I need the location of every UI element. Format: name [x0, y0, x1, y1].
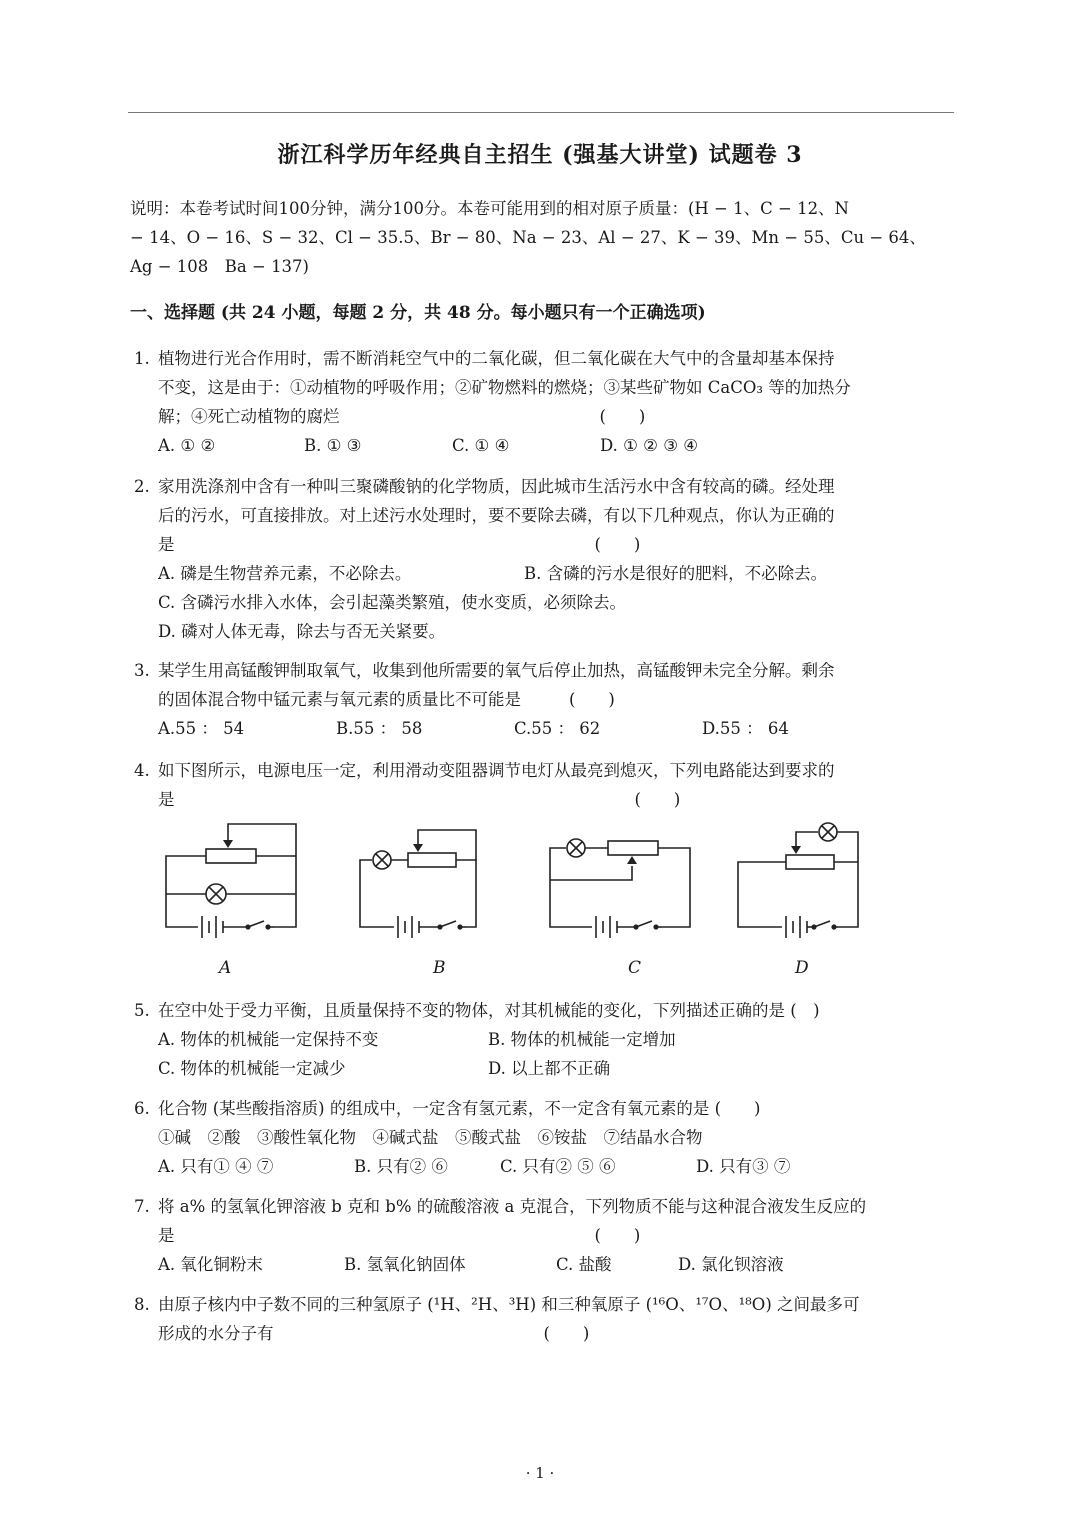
question-text: 化合物 (某些酸指溶质) 的组成中，一定含有氢元素，不一定含有氧元素的是 ( ): [158, 1099, 761, 1118]
circuit-diagrams: [150, 816, 870, 986]
question-7: [130, 1192, 956, 1279]
option-b: B. ① ③: [304, 436, 362, 455]
question-number: 2.: [134, 477, 150, 496]
circuit-label-d: D: [795, 958, 809, 978]
question-text: ①碱 ②酸 ③酸性氧化物 ④碱式盐 ⑤酸式盐 ⑥铵盐 ⑦结晶水合物: [158, 1128, 703, 1147]
question-text: 不变，这是由于：①动植物的呼吸作用；②矿物燃料的燃烧；③某些矿物如 CaCO₃ 等的加热分: [158, 378, 851, 397]
question-number: 4.: [134, 761, 150, 780]
question-number: 5.: [134, 1001, 150, 1020]
option-d: D. 只有③ ⑦: [696, 1157, 791, 1176]
top-rule: [128, 112, 954, 113]
circuit-c: [544, 816, 704, 946]
slider-arrow-icon: [223, 840, 233, 848]
circuit-a: [150, 816, 310, 946]
option-c: C. 物体的机械能一定减少: [158, 1059, 346, 1078]
question-text: 家用洗涤剂中含有一种叫三聚磷酸钠的化学物质，因此城市生活污水中含有较高的磷。经处理: [158, 477, 835, 496]
answer-blank: ( ): [594, 1226, 641, 1245]
question-5: [130, 996, 956, 1083]
exam-instructions: [130, 194, 956, 281]
circuit-label-c: C: [628, 958, 642, 978]
circuit-b: [346, 816, 506, 946]
option-a: A. 氧化铜粉末: [158, 1255, 263, 1274]
slider-arrow-icon: [791, 846, 801, 854]
answer-blank: ( ): [634, 790, 681, 809]
answer-blank: ( ): [599, 407, 646, 426]
option-d: D. 以上都不正确: [488, 1059, 611, 1078]
question-number: 1.: [134, 349, 150, 368]
page-number: · 1 ·: [525, 1464, 555, 1482]
answer-blank: ( ): [569, 690, 615, 709]
option-b: B. 物体的机械能一定增加: [488, 1030, 676, 1049]
question-text: 在空中处于受力平衡，且质量保持不变的物体，对其机械能的变化，下列描述正确的是 ( ): [158, 1001, 820, 1020]
circuit-d: [734, 816, 894, 946]
question-text: 由原子核内中子数不同的三种氢原子 (¹H、²H、³H) 和三种氧原子 (¹⁶O、¹⁷O、¹⁸O) 之间最多可: [158, 1295, 860, 1314]
section-heading: 一、选择题 (共 24 小题，每题 2 分，共 48 分。每小题只有一个正确选项): [130, 303, 706, 323]
question-4: [130, 756, 956, 814]
question-text: 的固体混合物中锰元素与氧元素的质量比不可能是: [158, 690, 521, 709]
option-a: A. 物体的机械能一定保持不变: [158, 1030, 379, 1049]
circuit-label-b: B: [433, 958, 446, 978]
option-b: B. 只有② ⑥: [354, 1157, 448, 1176]
answer-blank: ( ): [543, 1324, 590, 1343]
question-3: [130, 656, 956, 743]
option-a: A. 磷是生物营养元素，不必除去。: [158, 564, 412, 583]
option-b: B. 含磷的污水是很好的肥料，不必除去。: [524, 564, 828, 583]
option-b: B.55 ： 58: [336, 719, 423, 738]
instructions-line: Ag − 108 Ba − 137): [130, 257, 309, 276]
question-text: 是: [158, 790, 175, 809]
option-c: C. 只有② ⑤ ⑥: [500, 1157, 616, 1176]
option-d: D. 氯化钡溶液: [678, 1255, 784, 1274]
question-text: 如下图所示，电源电压一定，利用滑动变阻器调节电灯从最亮到熄灭，下列电路能达到要求的: [158, 761, 835, 780]
question-1: [130, 344, 956, 460]
option-a: A. 只有① ④ ⑦: [158, 1157, 274, 1176]
option-c: C.55 ： 62: [514, 719, 601, 738]
question-text: 是: [158, 535, 175, 554]
option-c: C. 含磷污水排入水体，会引起藻类繁殖，使水变质，必须除去。: [158, 593, 627, 612]
option-d: D.55 ： 64: [702, 719, 789, 738]
page-title: 浙江科学历年经典自主招生 (强基大讲堂) 试题卷 3: [277, 142, 803, 168]
option-b: B. 氢氧化钠固体: [344, 1255, 466, 1274]
circuit-label-a: A: [219, 958, 232, 978]
question-2: [130, 472, 956, 646]
option-a: A.55 ： 54: [158, 719, 245, 738]
question-text: 解；④死亡动植物的腐烂: [158, 407, 340, 426]
question-text: 后的污水，可直接排放。对上述污水处理时，要不要除去磷，有以下几种观点，你认为正确的: [158, 506, 835, 525]
answer-blank: ( ): [594, 535, 641, 554]
question-6: [130, 1094, 956, 1181]
slider-arrow-icon: [413, 844, 423, 852]
option-d: D. ① ② ③ ④: [600, 436, 699, 455]
question-text: 是: [158, 1226, 175, 1245]
instructions-line: 说明：本卷考试时间100分钟，满分100分。本卷可能用到的相对原子质量：(H − 1、C − 12、N: [130, 199, 849, 218]
question-number: 6.: [134, 1099, 150, 1118]
question-8: [130, 1290, 956, 1348]
option-c: C. ① ④: [452, 436, 510, 455]
question-number: 3.: [134, 661, 150, 680]
question-text: 形成的水分子有: [158, 1324, 274, 1343]
question-text: 植物进行光合作用时，需不断消耗空气中的二氧化碳，但二氧化碳在大气中的含量却基本保持: [158, 349, 835, 368]
slider-arrow-icon: [627, 856, 637, 864]
option-d: D. 磷对人体无毒，除去与否无关紧要。: [158, 622, 446, 641]
instructions-line: − 14、O − 16、S − 32、Cl − 35.5、Br − 80、Na − 23、Al − 27、K − 39、Mn − 55、Cu − 64、: [130, 228, 926, 247]
question-number: 7.: [134, 1197, 150, 1216]
option-a: A. ① ②: [158, 436, 216, 455]
question-text: 某学生用高锰酸钾制取氧气，收集到他所需要的氧气后停止加热，高锰酸钾未完全分解。剩余: [158, 661, 835, 680]
option-c: C. 盐酸: [556, 1255, 612, 1274]
question-text: 将 a% 的氢氧化钾溶液 b 克和 b% 的硫酸溶液 a 克混合，下列物质不能与这种混合液发生反应的: [158, 1197, 867, 1216]
question-number: 8.: [134, 1295, 150, 1314]
